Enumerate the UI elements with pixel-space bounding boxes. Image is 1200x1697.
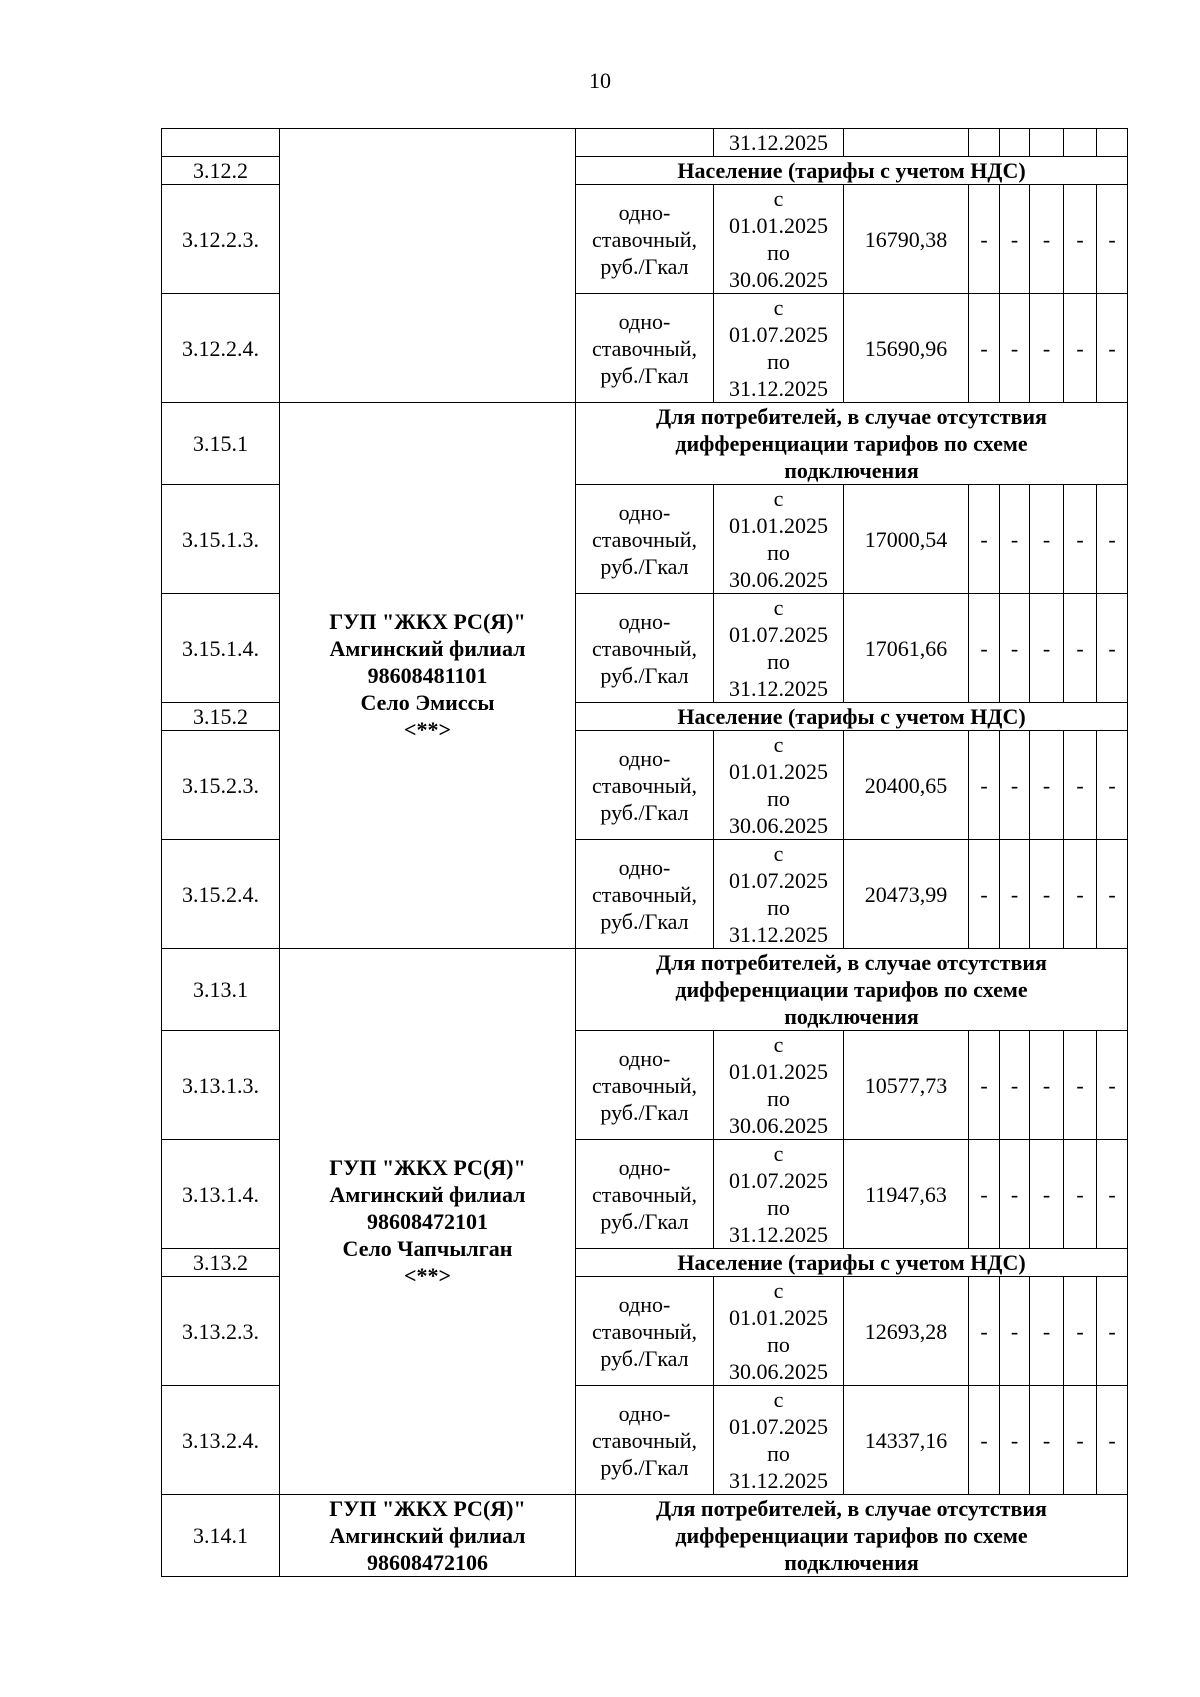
empty-indicator: - — [969, 185, 1000, 294]
tariff-period — [714, 1277, 844, 1386]
section-header — [576, 1249, 1128, 1277]
section-header — [576, 157, 1128, 185]
section-code: 3.15.1 — [162, 403, 280, 485]
tariff-period-line: по — [767, 895, 790, 920]
table-row — [162, 949, 1128, 1031]
empty-indicator: - — [1064, 294, 1097, 403]
empty-indicator — [1097, 129, 1128, 157]
tariff-unit-line: руб./Гкал — [600, 1345, 689, 1371]
tariff-period-line: по — [767, 240, 790, 265]
tariff-unit-line: руб./Гкал — [600, 553, 689, 579]
empty-indicator: - — [1000, 1140, 1030, 1249]
tariff-unit — [576, 594, 714, 703]
tariff-unit-line: одно- — [618, 499, 671, 525]
tariff-unit-line: одно- — [618, 1154, 671, 1180]
row-code: 3.13.2.4. — [162, 1386, 280, 1495]
tariff-unit-line: одно- — [618, 1400, 671, 1426]
empty-indicator: - — [1064, 185, 1097, 294]
tariff-unit-line: руб./Гкал — [600, 799, 689, 825]
tariff-period — [714, 185, 844, 294]
empty-indicator: - — [1000, 185, 1030, 294]
section-header-line: дифференциации тарифов по схеме — [675, 977, 1028, 1002]
empty-indicator: - — [969, 1277, 1000, 1386]
empty-indicator: - — [1030, 185, 1064, 294]
row-code: 3.13.1.4. — [162, 1140, 280, 1249]
organization-cell-line: 98608472101 — [367, 1209, 488, 1234]
organization-cell-line: <**> — [403, 1263, 452, 1288]
organization-cell-line: Село Чапчылган — [342, 1236, 513, 1261]
organization-cell-line: 98608472106 — [367, 1550, 488, 1575]
tariff-unit-line: одно- — [618, 854, 671, 880]
empty-indicator: - — [1030, 294, 1064, 403]
tariff-unit-line: ставочный, — [592, 526, 697, 552]
section-header-line: Население (тарифы с учетом НДС) — [677, 704, 1026, 729]
tariff-value: 17061,66 — [844, 594, 969, 703]
empty-indicator — [1064, 129, 1097, 157]
section-code: 3.15.2 — [162, 703, 280, 731]
empty-indicator: - — [1097, 185, 1128, 294]
tariff-unit-line: руб./Гкал — [600, 908, 689, 934]
tariff-period-line: 31.12.2025 — [729, 1222, 828, 1247]
tariff-unit — [576, 485, 714, 594]
tariff-period: 31.12.2025 — [714, 129, 844, 157]
empty-indicator: - — [969, 294, 1000, 403]
row-code: 3.15.2.3. — [162, 731, 280, 840]
tariff-unit-line: ставочный, — [592, 1318, 697, 1344]
tariff-period-line: 01.07.2025 — [729, 1414, 828, 1439]
tariff-unit-line: ставочный, — [592, 772, 697, 798]
tariff-unit — [576, 1277, 714, 1386]
tariff-unit-line: ставочный, — [592, 1427, 697, 1453]
empty-indicator: - — [1064, 840, 1097, 949]
section-header-line: дифференциации тарифов по схеме — [675, 431, 1028, 456]
organization-cell — [280, 1495, 576, 1577]
organization-cell-line: Село Эмиссы — [360, 690, 495, 715]
empty-indicator: - — [969, 594, 1000, 703]
tariff-period — [714, 840, 844, 949]
organization-cell — [280, 949, 576, 1495]
tariff-unit — [576, 294, 714, 403]
table-row — [162, 1495, 1128, 1577]
tariff-unit-line: одно- — [618, 608, 671, 634]
empty-indicator: - — [1030, 840, 1064, 949]
section-header — [576, 1495, 1128, 1577]
tariff-value: 15690,96 — [844, 294, 969, 403]
tariff-value: 20400,65 — [844, 731, 969, 840]
organization-cell — [280, 403, 576, 949]
empty-indicator: - — [1097, 594, 1128, 703]
empty-indicator: - — [1097, 1277, 1128, 1386]
empty-indicator — [1030, 129, 1064, 157]
tariff-period-line: по — [767, 1332, 790, 1357]
tariff-period — [714, 594, 844, 703]
empty-indicator: - — [1064, 731, 1097, 840]
section-header-line: Для потребителей, в случае отсутствия — [656, 1496, 1047, 1521]
empty-indicator: - — [1030, 1031, 1064, 1140]
empty-indicator: - — [1000, 485, 1030, 594]
tariff-period-line: 01.07.2025 — [729, 868, 828, 893]
tariff-unit-line: руб./Гкал — [600, 253, 689, 279]
organization-cell-line: Амгинский филиал — [329, 1182, 526, 1207]
empty-indicator: - — [1097, 294, 1128, 403]
section-header-line: Население (тарифы с учетом НДС) — [677, 1250, 1026, 1275]
tariff-period-line: 01.01.2025 — [729, 759, 828, 784]
table-row — [162, 129, 1128, 157]
tariff-unit-line: ставочный, — [592, 1072, 697, 1098]
tariff-value: 14337,16 — [844, 1386, 969, 1495]
empty-indicator: - — [969, 840, 1000, 949]
empty-indicator: - — [1064, 594, 1097, 703]
empty-indicator: - — [1064, 1277, 1097, 1386]
tariff-period-line: по — [767, 1195, 790, 1220]
tariff-unit-line: руб./Гкал — [600, 1099, 689, 1125]
organization-cell-line: 98608481101 — [367, 663, 488, 688]
empty-indicator — [1000, 129, 1030, 157]
empty-indicator: - — [1000, 1277, 1030, 1386]
empty-indicator: - — [1030, 485, 1064, 594]
tariff-period-line: 01.01.2025 — [729, 513, 828, 538]
tariff-period-line: 31.12.2025 — [729, 676, 828, 701]
organization-cell-line: ГУП "ЖКХ РС(Я)" — [329, 1155, 526, 1180]
empty-indicator: - — [1097, 1031, 1128, 1140]
row-code: 3.15.1.4. — [162, 594, 280, 703]
tariff-unit — [576, 1386, 714, 1495]
tariff-unit-line: одно- — [618, 745, 671, 771]
tariff-period-line: по — [767, 540, 790, 565]
tariff-period-line: 31.12.2025 — [729, 1468, 828, 1493]
tariff-period — [714, 485, 844, 594]
empty-indicator: - — [969, 1140, 1000, 1249]
organization-cell — [280, 129, 576, 403]
organization-cell-line: Амгинский филиал — [329, 1523, 526, 1548]
tariff-unit-line: одно- — [618, 199, 671, 225]
tariff-table — [161, 128, 1128, 1577]
tariff-period-line: с — [773, 1278, 784, 1303]
tariff-unit — [576, 731, 714, 840]
tariff-unit-line: ставочный, — [592, 1181, 697, 1207]
empty-indicator: - — [969, 1031, 1000, 1140]
tariff-period — [714, 1140, 844, 1249]
section-header — [576, 403, 1128, 485]
tariff-period-line: 01.07.2025 — [729, 622, 828, 647]
tariff-value: 16790,38 — [844, 185, 969, 294]
tariff-value: 20473,99 — [844, 840, 969, 949]
tariff-unit-line: ставочный, — [592, 226, 697, 252]
tariff-period-line: 30.06.2025 — [729, 813, 828, 838]
empty-indicator: - — [1064, 1386, 1097, 1495]
tariff-period-line: 31.12.2025 — [729, 922, 828, 947]
empty-indicator: - — [1097, 840, 1128, 949]
section-header-line: подключения — [784, 458, 919, 483]
tariff-value: 12693,28 — [844, 1277, 969, 1386]
tariff-unit-line: одно- — [618, 308, 671, 334]
empty-indicator: - — [1030, 1386, 1064, 1495]
tariff-unit-line: одно- — [618, 1291, 671, 1317]
section-code: 3.12.2 — [162, 157, 280, 185]
tariff-unit — [576, 840, 714, 949]
section-header-line: подключения — [784, 1550, 919, 1575]
empty-indicator: - — [1097, 1386, 1128, 1495]
section-header-line: Для потребителей, в случае отсутствия — [656, 404, 1047, 429]
tariff-value: 17000,54 — [844, 485, 969, 594]
tariff-period-line: с — [773, 595, 784, 620]
page-number: 10 — [589, 68, 611, 93]
row-code — [162, 129, 280, 157]
tariff-period-line: с — [773, 186, 784, 211]
row-code: 3.12.2.3. — [162, 185, 280, 294]
section-code: 3.14.1 — [162, 1495, 280, 1577]
empty-indicator: - — [1097, 731, 1128, 840]
tariff-period-line: по — [767, 649, 790, 674]
tariff-period-line: 01.01.2025 — [729, 1059, 828, 1084]
tariff-period-line: с — [773, 732, 784, 757]
tariff-value — [844, 129, 969, 157]
row-code: 3.15.1.3. — [162, 485, 280, 594]
section-header-line: дифференциации тарифов по схеме — [675, 1523, 1028, 1548]
row-code: 3.15.2.4. — [162, 840, 280, 949]
tariff-period-line: по — [767, 786, 790, 811]
tariff-unit-line: ставочный, — [592, 635, 697, 661]
tariff-period-line: по — [767, 1086, 790, 1111]
row-code: 3.13.2.3. — [162, 1277, 280, 1386]
row-code: 3.13.1.3. — [162, 1031, 280, 1140]
tariff-period-line: с — [773, 841, 784, 866]
tariff-period-line: 01.01.2025 — [729, 1305, 828, 1330]
empty-indicator: - — [969, 1386, 1000, 1495]
empty-indicator: - — [1030, 1277, 1064, 1386]
organization-cell-line: ГУП "ЖКХ РС(Я)" — [329, 609, 526, 634]
tariff-unit-line: руб./Гкал — [600, 662, 689, 688]
tariff-period-line: 01.07.2025 — [729, 1168, 828, 1193]
section-header-line: Для потребителей, в случае отсутствия — [656, 950, 1047, 975]
tariff-period — [714, 1031, 844, 1140]
empty-indicator: - — [1000, 1386, 1030, 1495]
tariff-unit-line: ставочный, — [592, 881, 697, 907]
tariff-period-line: с — [773, 1387, 784, 1412]
empty-indicator: - — [1000, 294, 1030, 403]
tariff-unit-line: ставочный, — [592, 335, 697, 361]
tariff-period-line: 01.01.2025 — [729, 213, 828, 238]
tariff-period-line: 30.06.2025 — [729, 1113, 828, 1138]
tariff-value: 11947,63 — [844, 1140, 969, 1249]
row-code: 3.12.2.4. — [162, 294, 280, 403]
tariff-period-line: с — [773, 1141, 784, 1166]
organization-cell-line: ГУП "ЖКХ РС(Я)" — [329, 1496, 526, 1521]
table-row — [162, 403, 1128, 485]
tariff-period-line: 30.06.2025 — [729, 1359, 828, 1384]
organization-cell-line: Амгинский филиал — [329, 636, 526, 661]
tariff-period-line: с — [773, 486, 784, 511]
empty-indicator: - — [1030, 731, 1064, 840]
tariff-period-line: 30.06.2025 — [729, 567, 828, 592]
empty-indicator: - — [1030, 1140, 1064, 1249]
empty-indicator: - — [969, 731, 1000, 840]
empty-indicator: - — [1064, 1031, 1097, 1140]
section-code: 3.13.1 — [162, 949, 280, 1031]
tariff-period-line: 30.06.2025 — [729, 267, 828, 292]
tariff-period-line: 01.07.2025 — [729, 322, 828, 347]
tariff-unit-line: руб./Гкал — [600, 1208, 689, 1234]
section-header-line: Население (тарифы с учетом НДС) — [677, 158, 1026, 183]
tariff-unit — [576, 1031, 714, 1140]
empty-indicator — [969, 129, 1000, 157]
empty-indicator: - — [1000, 731, 1030, 840]
section-header-line: подключения — [784, 1004, 919, 1029]
empty-indicator: - — [1030, 594, 1064, 703]
tariff-unit-line: одно- — [618, 1045, 671, 1071]
empty-indicator: - — [1097, 485, 1128, 594]
empty-indicator: - — [1097, 1140, 1128, 1249]
empty-indicator: - — [1000, 594, 1030, 703]
empty-indicator: - — [1064, 485, 1097, 594]
tariff-period-line: по — [767, 349, 790, 374]
tariff-unit — [576, 1140, 714, 1249]
tariff-period-line: с — [773, 295, 784, 320]
tariff-period-line: по — [767, 1441, 790, 1466]
tariff-value: 10577,73 — [844, 1031, 969, 1140]
tariff-unit — [576, 129, 714, 157]
section-header — [576, 949, 1128, 1031]
tariff-unit-line: руб./Гкал — [600, 1454, 689, 1480]
tariff-period-line: 31.12.2025 — [729, 376, 828, 401]
organization-cell-line: <**> — [403, 717, 452, 742]
empty-indicator: - — [1000, 1031, 1030, 1140]
tariff-period — [714, 1386, 844, 1495]
empty-indicator: - — [1000, 840, 1030, 949]
section-code: 3.13.2 — [162, 1249, 280, 1277]
tariff-unit-line: руб./Гкал — [600, 362, 689, 388]
empty-indicator: - — [1064, 1140, 1097, 1249]
section-header — [576, 703, 1128, 731]
empty-indicator: - — [969, 485, 1000, 594]
tariff-unit — [576, 185, 714, 294]
tariff-period-line: с — [773, 1032, 784, 1057]
tariff-period — [714, 294, 844, 403]
tariff-period — [714, 731, 844, 840]
